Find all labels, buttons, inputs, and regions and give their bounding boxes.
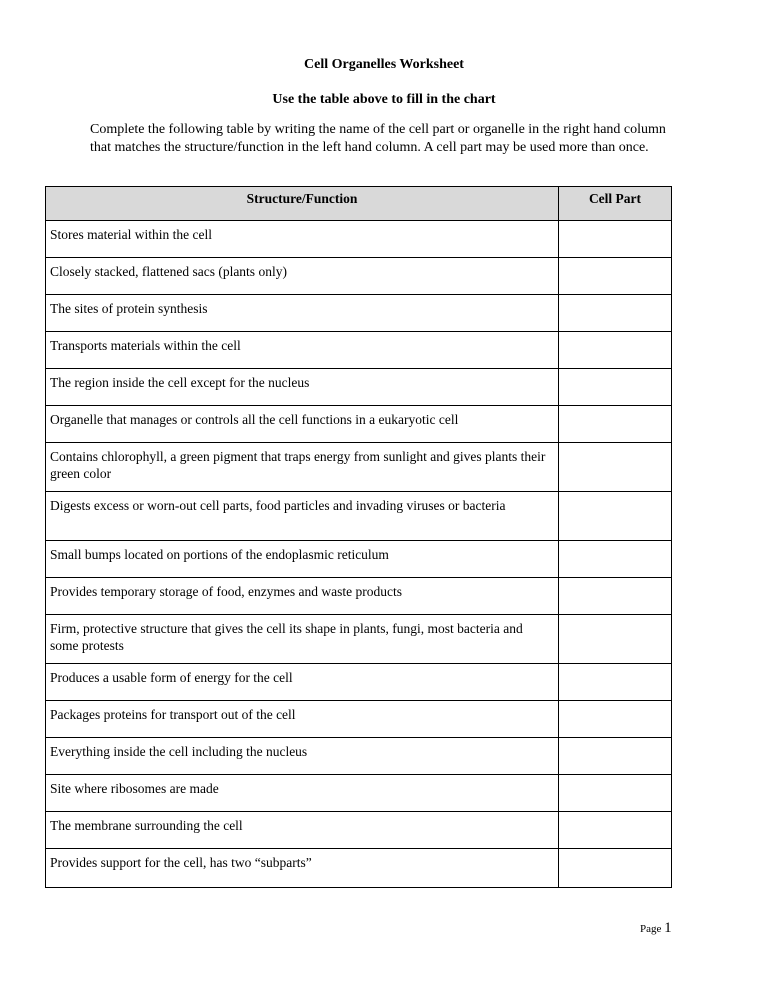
cell-part-answer-input[interactable] (559, 664, 671, 682)
structure-function-cell: The region inside the cell except for the nucleus (46, 369, 559, 406)
cell-part-answer-input[interactable] (559, 332, 671, 350)
cell-part-answer-cell[interactable] (559, 295, 672, 332)
cell-part-answer-input[interactable] (559, 701, 671, 719)
structure-function-cell: Closely stacked, flattened sacs (plants only) (46, 258, 559, 295)
cell-part-answer-input[interactable] (559, 258, 671, 276)
table-row (46, 738, 672, 775)
cell-part-answer-input[interactable] (559, 406, 671, 424)
cell-part-answer-cell[interactable] (559, 443, 672, 492)
table-header-row (46, 187, 672, 221)
cell-part-answer-cell[interactable] (559, 492, 672, 541)
cell-part-answer-input[interactable] (559, 849, 671, 867)
cell-part-answer-input[interactable] (559, 295, 671, 313)
cell-part-answer-cell[interactable] (559, 369, 672, 406)
table-row (46, 849, 672, 888)
cell-part-answer-input[interactable] (559, 541, 671, 559)
table-row (46, 701, 672, 738)
cell-part-answer-input[interactable] (559, 775, 671, 793)
structure-function-cell: Site where ribosomes are made (46, 775, 559, 812)
structure-function-cell: The membrane surrounding the cell (46, 812, 559, 849)
instructions-paragraph: Complete the following table by writing the name of the cell part or organelle in the right hand column that matches the structure/function in the left hand column. A cell part may be used more than once. (90, 122, 666, 155)
structure-function-cell: Firm, protective structure that gives the cell its shape in plants, fungi, most bacteria and some protests (46, 615, 559, 664)
table-row (46, 221, 672, 258)
cell-part-answer-cell[interactable] (559, 258, 672, 295)
structure-function-cell: Stores material within the cell (46, 221, 559, 258)
cell-part-answer-input[interactable] (559, 578, 671, 596)
structure-function-cell: Packages proteins for transport out of the cell (46, 701, 559, 738)
table-row (46, 406, 672, 443)
structure-function-cell: Digests excess or worn-out cell parts, food particles and invading viruses or bacteria (46, 492, 559, 541)
structure-function-cell: Everything inside the cell including the nucleus (46, 738, 559, 775)
structure-function-cell: Produces a usable form of energy for the cell (46, 664, 559, 701)
cell-part-answer-cell[interactable] (559, 578, 672, 615)
table-row (46, 775, 672, 812)
cell-part-answer-cell[interactable] (559, 221, 672, 258)
cell-part-answer-input[interactable] (559, 221, 671, 239)
cell-part-answer-cell[interactable] (559, 812, 672, 849)
cell-part-answer-input[interactable] (559, 812, 671, 830)
cell-part-answer-cell[interactable] (559, 701, 672, 738)
page-number: 1 (664, 920, 672, 936)
header-structure-function: Structure/Function (46, 187, 559, 221)
structure-function-cell: Small bumps located on portions of the endoplasmic reticulum (46, 541, 559, 578)
structure-function-cell: Contains chlorophyll, a green pigment that traps energy from sunlight and gives plants their green color (46, 443, 559, 492)
cell-part-answer-input[interactable] (559, 492, 671, 510)
cell-part-answer-input[interactable] (559, 443, 671, 461)
table-row (46, 369, 672, 406)
table-row (46, 332, 672, 369)
structure-function-cell: The sites of protein synthesis (46, 295, 559, 332)
header-cell-part: Cell Part (559, 187, 672, 221)
table-row (46, 492, 672, 541)
structure-function-cell: Transports materials within the cell (46, 332, 559, 369)
cell-part-answer-input[interactable] (559, 615, 671, 633)
table-row (46, 615, 672, 664)
cell-part-answer-cell[interactable] (559, 406, 672, 443)
cell-part-answer-cell[interactable] (559, 664, 672, 701)
cell-part-answer-cell[interactable] (559, 332, 672, 369)
table-row (46, 443, 672, 492)
cell-part-answer-input[interactable] (559, 738, 671, 756)
page-title: Cell Organelles Worksheet (304, 57, 464, 72)
table-row (46, 541, 672, 578)
structure-function-cell: Provides support for the cell, has two “subparts” (46, 849, 559, 888)
page-label: Page (640, 923, 662, 935)
cell-organelles-table (45, 186, 672, 888)
cell-part-answer-input[interactable] (559, 369, 671, 387)
page-footer (640, 920, 672, 937)
structure-function-cell: Organelle that manages or controls all the cell functions in a eukaryotic cell (46, 406, 559, 443)
structure-function-cell: Provides temporary storage of food, enzymes and waste products (46, 578, 559, 615)
table-row (46, 812, 672, 849)
cell-part-answer-cell[interactable] (559, 775, 672, 812)
table-row (46, 578, 672, 615)
cell-part-answer-cell[interactable] (559, 738, 672, 775)
cell-part-answer-cell[interactable] (559, 615, 672, 664)
page-subtitle: Use the table above to fill in the chart (272, 92, 496, 107)
table-row (46, 664, 672, 701)
cell-part-answer-cell[interactable] (559, 541, 672, 578)
table-body (46, 221, 672, 888)
table-row (46, 295, 672, 332)
table-row (46, 258, 672, 295)
cell-part-answer-cell[interactable] (559, 849, 672, 888)
